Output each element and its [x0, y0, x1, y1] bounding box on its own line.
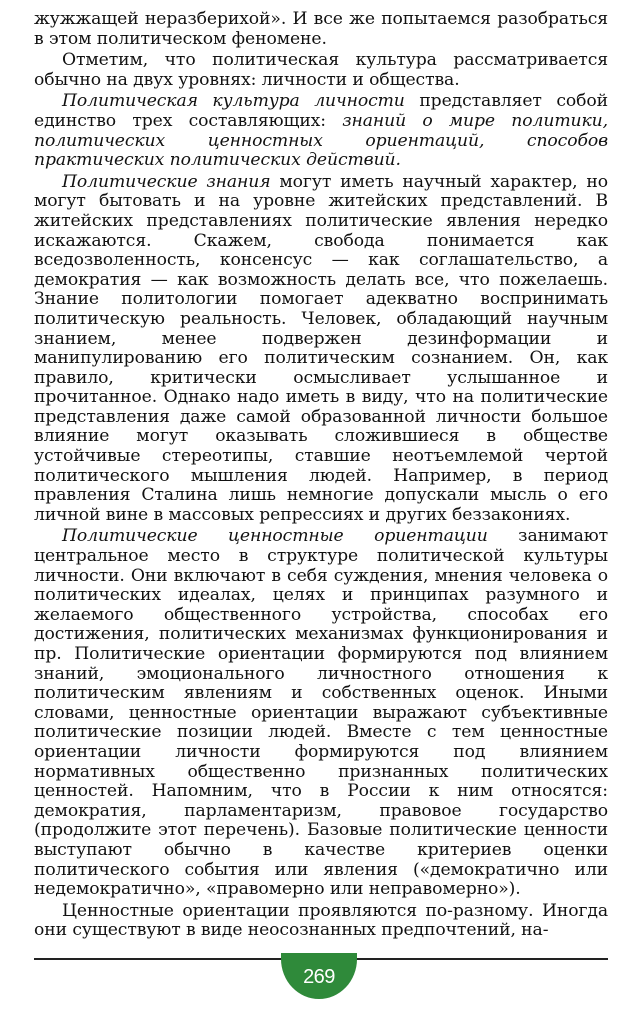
- paragraph-4: [34, 173, 608, 526]
- paragraph-5: [34, 527, 608, 899]
- term-value-orientations: Политические ценностные ориентации: [62, 526, 488, 547]
- paragraph-3-text: представляет собой единство трех составляющих:: [34, 91, 608, 131]
- term-political-culture-of-personality: Политическая культура личности: [62, 91, 405, 112]
- page-body: [34, 10, 608, 941]
- term-political-knowledge: Политические знания: [62, 171, 271, 192]
- paragraph-1-text: жужжащей неразберихой». И все же попытаемся разобраться в этом политическом феномене.: [34, 9, 608, 49]
- paragraph-2: [34, 51, 608, 90]
- paragraph-2-text: Отметим, что политическая культура рассматривается обычно на двух уровнях: личности и общества.: [34, 50, 608, 90]
- paragraph-6-text: Ценностные ориентации проявляются по-разному. Иногда они существуют в виде неосознанных предпочтений, на-: [34, 900, 608, 941]
- paragraph-4-text: могут иметь научный характер, но могут бытовать и на уровне житейских представлений. В житейских представлениях политические явления нередко искажаются. Скажем, свобода понимается как вседозволенность, консенсус — как соглашательство, а демократия — как возможность делать все, что пожелаешь. Знание политологии помогает адекватно воспринимать политическую реальность. Человек, обладающий научным знанием, менее подвержен дезинформации и манипулированию его политическим сознанием. Он, как правило, критически осмысливает услышанное и прочитанное. Однако надо иметь в виду, что на политические представления даже самой образованной личности большое влияние могут оказывать сложившиеся в обществе устойчивые стереотипы, ставшие неотъемлемой чертой политического мышления людей. Например, в период правления Сталина лишь немногие допускали мысль о его личной вине в массовых репрессиях и других беззакониях.: [34, 171, 608, 525]
- page-number-badge: [281, 953, 357, 999]
- paragraph-5-text: занимают центральное место в структуре политической культуры личности. Они включают в себя суждения, мнения человека о политических идеалах, целях и принципах разумного и желаемого общественного устройства, способах его достижения, политических механизмах функционирования и пр. Политические ориентации формируются под влиянием знаний, эмоционального личностного отношения к политическим явлениям и собственных оценок. Иными словами, ценностные ориентации выражают субъективные политические позиции людей. Вместе с тем ценностные ориентации личности формируются под влиянием нормативных общественно признанных политических ценностей. Напомним, что в России к ним относятся: демократия, парламентаризм, правовое государство (продолжите этот перечень). Базовые политические ценности выступают обычно в качестве критериев оценки политического события или явления («демократично или недемократично», «правомерно или неправомерно»).: [34, 526, 608, 900]
- paragraph-1: [34, 10, 608, 49]
- paragraph-6: [34, 902, 608, 941]
- page-number: 269: [303, 965, 335, 988]
- paragraph-3: [34, 92, 608, 170]
- paragraph-3-components: знаний о мире политики, политических ценностных ориентаций, способов практических политических действий.: [34, 110, 608, 171]
